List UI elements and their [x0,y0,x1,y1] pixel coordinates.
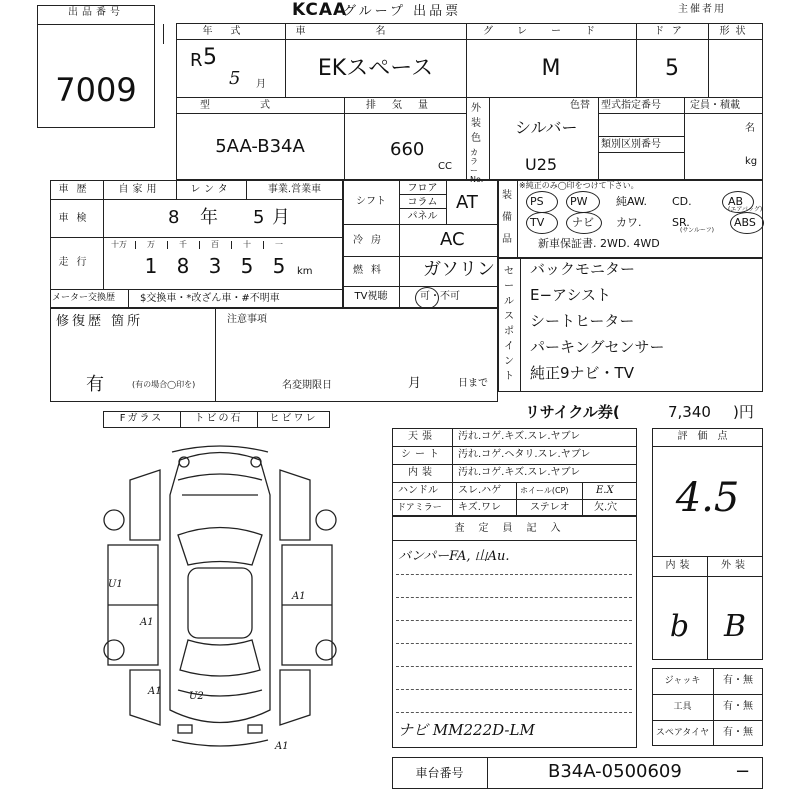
odometer-digit: 5 [240,254,254,278]
equipment-item: TV [530,216,545,229]
capacity-unit-persons: 名 [745,123,755,134]
capacity-unit-kg: kg [745,156,758,167]
form-title: グループ 出品票 [343,4,462,19]
displacement-unit: CC [438,161,452,172]
inspection-month: 5 [253,207,265,228]
odometer-digit-label: 十万 [111,240,127,249]
chassis-suffix: − [735,761,751,782]
odometer-digit-label: 百 [211,240,219,249]
accessory-label: ジャッキ [664,676,701,686]
sale-point-item: E−アシスト [530,286,611,304]
damage-mark-a1-rear: A1 [275,741,289,752]
equipment-item: SR. [672,216,690,229]
color-code-label: カラーNo. [470,148,484,184]
ps-circle-mark [526,191,558,213]
ac-value: AC [440,229,465,250]
score-label: 評価点 [677,431,738,442]
equipment-note: ※純正のみ◯印をつけて下さい。 [519,181,639,190]
wheel-mark: E.X [596,485,614,496]
color-code-value: U25 [525,155,558,174]
accessory-value: 有・無 [723,701,753,712]
car-name-label: 車名 [295,26,456,37]
name-change-day: 日まで [458,378,488,389]
odometer-divider [263,241,264,249]
equipment-item: 純AW. [616,195,648,208]
repair-label: 修復歴 箇所 [56,314,144,329]
equipment-row-3: 新車保証書. 2WD. 4WD [538,237,660,250]
accessory-value: 有・無 [723,675,753,686]
odometer-digit: 3 [208,254,222,278]
wheel-label: ホイール(CP) [520,486,569,495]
inspector-label: 査定員記入 [454,523,575,534]
sale-points-label: セールスポイント [504,266,514,382]
year-value: 5 [203,45,217,70]
condition-divider [392,446,637,447]
sale-point-item: シートヒーター [530,312,635,330]
lot-number: 7009 [55,71,137,109]
shape-label: 形状 [719,26,752,37]
recycle-label: リサイクル券( [525,403,620,421]
repair-value: 有 [86,374,104,395]
accessory-label: スペアタイヤ [655,728,710,738]
class-number-label: 類別区別番号 [601,139,661,150]
accessory-value: 有・無 [723,727,753,738]
lot-number-label: 出品番号 [68,7,124,18]
exterior-color-label: 外装色 [471,103,481,144]
ruled-line [396,643,632,644]
score-value: 4.5 [675,475,740,521]
damage-mark-a1-rear-left: A1 [148,686,162,697]
tv-circle-mark [415,287,439,309]
odometer-divider [199,241,200,249]
organizer-label: 主催者用 [678,4,726,15]
fuel-label: 燃料 [353,265,389,276]
ruled-line [396,597,632,598]
equipment-item: PS [530,195,544,208]
inspection-month-unit: 月 [272,207,290,228]
recycle-unit: )円 [733,403,754,421]
inspection-label: 車検 [58,213,95,224]
mirror-label: ドアミラー [397,503,442,513]
displacement-value: 660 [390,139,425,160]
handle-label: ハンドル [398,485,438,496]
shift-value: AT [456,192,478,213]
abs-circle-mark [730,212,764,234]
odometer-digit-label: 千 [179,240,187,249]
ruled-line [396,712,632,713]
ac-label: 冷房 [353,235,389,246]
glass-item-front: Fガラス [119,413,164,424]
navi-circle-mark [566,212,602,234]
doors-label: ドア [654,26,690,37]
glass-item-chip: トビの石 [194,413,243,424]
ruled-line [396,689,632,690]
year-era: R [190,50,203,71]
usage-private: 自家用 [118,184,161,195]
stereo-options: 欠.穴 [594,502,618,513]
exterior-score-label: 外装 [721,560,749,571]
airbag-sublabel: (エアバッグ) [728,206,763,213]
color-value: シルバー [515,118,578,137]
month-value: 5 [229,68,241,89]
ab-circle-mark [722,191,754,213]
equipment-item: カワ. [616,216,642,229]
inspector-note-2: ナビ MM222D-LM [398,721,535,739]
sale-point-item: パーキングセンサー [530,338,665,356]
interior-score-label: 内装 [665,560,694,571]
tv-equip-circle-mark [526,212,558,234]
condition-row-label: 内装 [408,467,436,478]
damage-mark-u1: U1 [108,579,123,590]
model-value: 5AA-B34A [215,136,305,157]
equipment-item: AB [728,195,744,208]
repair-hint: (有の場合◯印を) [132,380,196,389]
tv-options: 可・不可 [420,291,460,302]
equipment-label: 装備品 [502,190,512,245]
shift-option-floor: フロア [407,183,438,194]
odometer-digit: 1 [144,254,158,278]
exterior-score: B [723,609,747,644]
condition-row-options: 汚れ.コゲ.ヘタリ.スレ.ヤブレ [458,449,591,460]
damage-mark-a1-right: A1 [292,591,306,602]
condition-row-options: 汚れ.コゲ.キズ.スレ.ヤブレ [458,467,581,478]
equipment-item: CD. [672,195,692,208]
year-label: 年式 [202,26,259,37]
chassis-label: 車台番号 [415,766,464,780]
shift-label: シフト [356,196,386,207]
shift-option-panel: パネル [407,211,438,222]
notes-label: 注意事項 [227,314,267,325]
handle-options: スレ.ハゲ [458,485,502,496]
equipment-item: PW [570,195,588,208]
car-name: EKスペース [317,56,434,81]
condition-divider [392,464,637,465]
condition-row-label: シート [401,449,443,460]
equipment-item: ナビ [572,216,594,229]
tv-label: TV視聴 [354,291,388,302]
sale-point-item: バックモニター [530,260,636,278]
type-approval-label: 型式指定番号 [601,100,661,111]
sale-point-item: 純正9ナビ・TV [530,364,634,382]
usage-label: 車歴 [58,184,95,195]
mirror-options: キズ.ワレ [458,502,501,513]
accessory-label: 工具 [673,702,692,712]
name-change-label: 名変期限日 [282,380,332,391]
recycle-amount: 7,340 [668,403,711,421]
condition-row-label: 天張 [408,431,436,442]
chassis-number: B34A-0500609 [548,761,682,782]
interior-score: b [669,609,690,644]
shift-option-column: コラム [407,197,438,208]
doors-value: 5 [665,56,679,81]
capacity-label: 定員・積載 [690,100,740,111]
mileage-label: 走行 [58,257,95,268]
condition-row-options: 汚れ.コゲ.キズ.スレ.ヤブレ [458,431,581,442]
damage-mark-u2: U2 [189,691,204,702]
equipment-item: ABS [734,216,756,229]
odometer-divider [167,241,168,249]
fuel-value: ガソリン [423,259,495,280]
month-unit: 月 [256,79,266,90]
odometer-digit-label: 一 [275,240,283,249]
odometer-digit-label: 万 [147,240,155,249]
glass-item-crack: ヒビワレ [269,413,318,424]
stereo-label: ステレオ [530,502,570,513]
inspector-note-1: バンパーFA, 山Au. [398,549,510,564]
odometer-digit-label: 十 [243,240,251,249]
ruled-line [396,620,632,621]
odometer-digit: 5 [272,254,286,278]
damage-mark-a1-left: A1 [140,617,154,628]
grade-value: M [541,56,561,81]
ruled-line [396,666,632,667]
inspection-year: 8 [168,207,180,228]
meter-exchange-label: メーター交換歴 [52,293,116,303]
displacement-label: 排気量 [366,100,444,111]
inspection-year-unit: 年 [200,207,218,228]
sunroof-sublabel: (サンルーフ) [680,227,714,234]
pw-circle-mark [566,191,600,213]
odometer-divider [135,241,136,249]
usage-rental: レンタ [190,184,232,195]
mileage-unit: km [297,266,313,277]
ruled-line [396,574,632,575]
model-label: 型式 [200,100,320,111]
odometer-digit: 8 [176,254,190,278]
meter-exchange-options: $交換車・*改ざん車・#不明車 [140,293,280,304]
usage-business: 事業.営業車 [267,184,322,195]
color-change-label: 色替 [570,100,590,111]
odometer-divider [231,241,232,249]
name-change-month: 月 [408,376,422,391]
grade-label: グレード [483,26,619,37]
auction-logo: KCAA [292,0,348,20]
